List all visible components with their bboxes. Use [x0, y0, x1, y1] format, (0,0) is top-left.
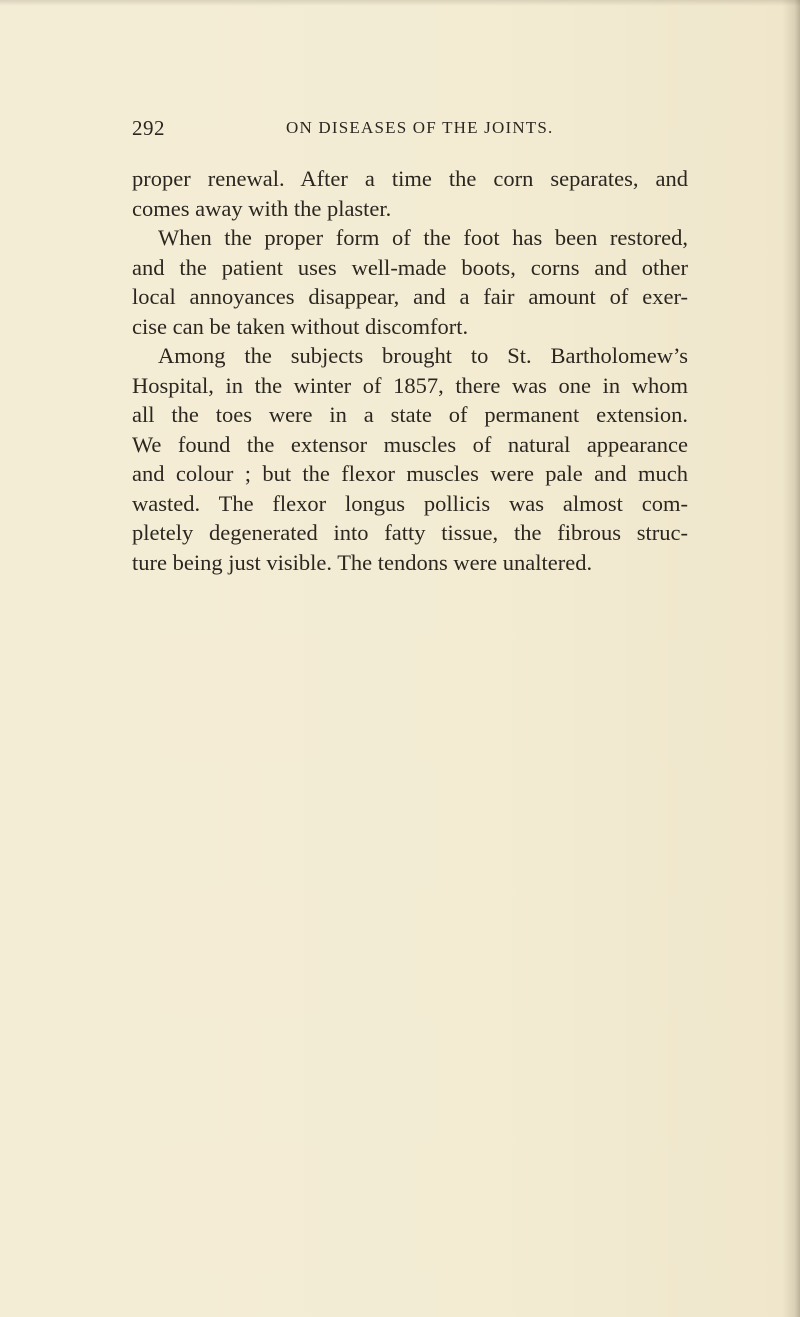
text-line: We found the extensor muscles of natural appearance: [132, 431, 688, 457]
text-line: Hospital, in the winter of 1857, there was one in whom: [132, 372, 688, 398]
page-number: 292: [132, 116, 165, 140]
running-title: ON DISEASES OF THE JOINTS.: [286, 118, 554, 137]
body-text: [132, 164, 688, 577]
text-line: proper renewal. After a time the corn separates, and: [132, 166, 688, 191]
text-line: local annoyances disappear, and a fair amount of exer-: [132, 284, 688, 309]
text-line: and the patient uses well-made boots, corns and other: [132, 254, 688, 280]
text-line: comes away with the plaster.: [132, 195, 392, 221]
running-head: [132, 116, 692, 140]
text-line: pletely degenerated into fatty tissue, the fibrous struc-: [132, 520, 688, 545]
page-edge-shadow: [782, 0, 800, 1317]
paragraph-start: When the proper form of the foot has been restored,: [158, 225, 688, 250]
paragraph-start: Among the subjects brought to St. Bartholomew’s: [158, 343, 688, 368]
text-line: wasted. The flexor longus pollicis was almost com-: [132, 490, 688, 516]
text-line: cise can be taken without discomfort.: [132, 313, 469, 339]
page-top-edge: [0, 0, 800, 6]
text-line: ture being just visible. The tendons were unaltered.: [132, 549, 593, 575]
text-line: all the toes were in a state of permanent extension.: [132, 402, 688, 427]
text-line: and colour ; but the flexor muscles were pale and much: [132, 461, 688, 486]
